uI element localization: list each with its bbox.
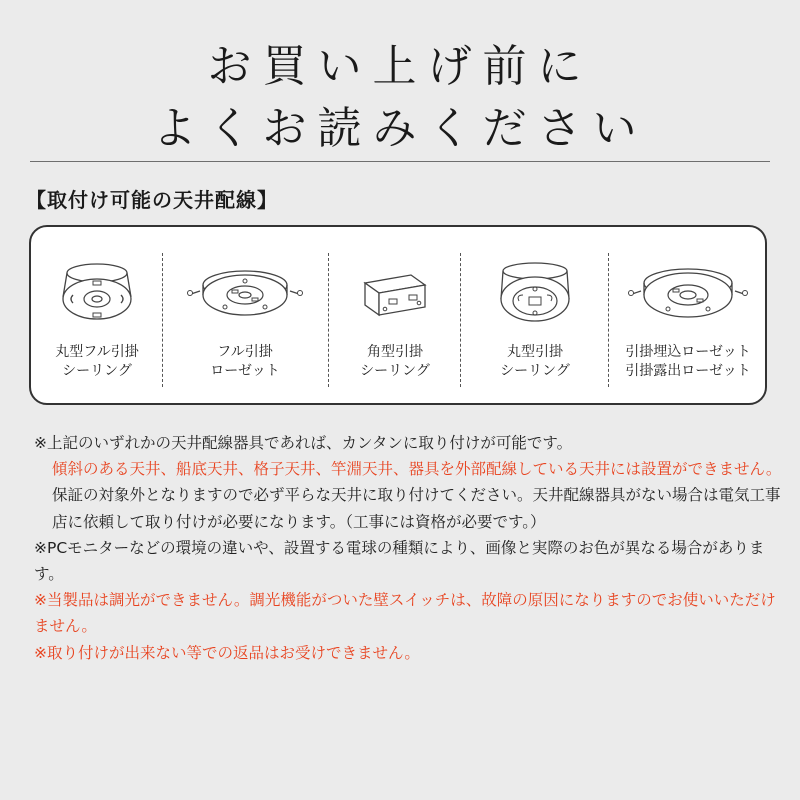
compatible-fixtures-panel <box>29 225 767 405</box>
fixture-label-line2: シーリング <box>62 363 132 379</box>
note-no-returns: ※取り付けが出来ない等での返品はお受けできません。 <box>34 643 420 662</box>
fixture-item-full-hook-rosette <box>165 227 325 403</box>
note-warranty-installation: 保証の対象外となりますので必ず平らな天井に取り付けてください。天井配線器具がない場合は電気工事店に依頼して取り付けが必要になります。（工事には資格が必要です。） <box>52 486 781 531</box>
fixture-item-round-hook-ceiling <box>463 227 607 403</box>
fixture-item-embedded-exposed-rosette <box>611 227 765 403</box>
fixture-item-round-full-hook-ceiling <box>35 227 159 403</box>
dashed-divider <box>328 253 329 387</box>
fixture-label-line1: 丸型引掛 <box>507 344 563 360</box>
title-divider <box>30 161 770 162</box>
fixture-label-line2: 引掛露出ローゼット <box>625 363 751 379</box>
square-hook-ceiling-icon <box>355 257 435 329</box>
fixture-label-line1: 引掛埋込ローゼット <box>625 344 751 360</box>
notes-section <box>34 430 786 666</box>
dashed-divider <box>460 253 461 387</box>
section-heading: 【取付け可能の天井配線】 <box>26 188 278 212</box>
full-hook-rosette-icon <box>180 257 310 329</box>
title-line-1: お買い上げ前に <box>207 41 593 92</box>
fixture-label-line1: 角型引掛 <box>367 344 423 360</box>
embedded-exposed-rosette-icon <box>623 257 753 329</box>
fixture-label-line2: ローゼット <box>210 363 280 379</box>
fixture-label-line2: シーリング <box>360 363 430 379</box>
round-full-hook-ceiling-icon <box>57 257 137 329</box>
title-line-2: よくお読みください <box>152 103 648 154</box>
round-hook-ceiling-icon <box>493 257 577 329</box>
note-color-difference: ※PCモニターなどの環境の違いや、設置する電球の種類により、画像と実際のお色が異なる場合があります。 <box>34 538 765 584</box>
dashed-divider <box>162 253 163 387</box>
fixture-item-square-hook-ceiling <box>331 227 459 403</box>
fixture-label-line2: シーリング <box>500 363 570 379</box>
page-title <box>0 36 800 160</box>
fixture-label-line1: フル引掛 <box>217 344 273 360</box>
note-compatibility: ※上記のいずれかの天井配線器具であれば、カンタンに取り付けが可能です。 <box>34 434 573 452</box>
note-unsupported-ceilings: 傾斜のある天井、船底天井、格子天井、竿淵天井、器具を外部配線している天井には設置ができません。 <box>52 460 782 479</box>
fixture-label-line1: 丸型フル引掛 <box>55 344 139 360</box>
note-no-dimming: ※当製品は調光ができません。調光機能がついた壁スイッチは、故障の原因になりますのでお使いいただけません。 <box>34 591 776 636</box>
dashed-divider <box>608 253 609 387</box>
